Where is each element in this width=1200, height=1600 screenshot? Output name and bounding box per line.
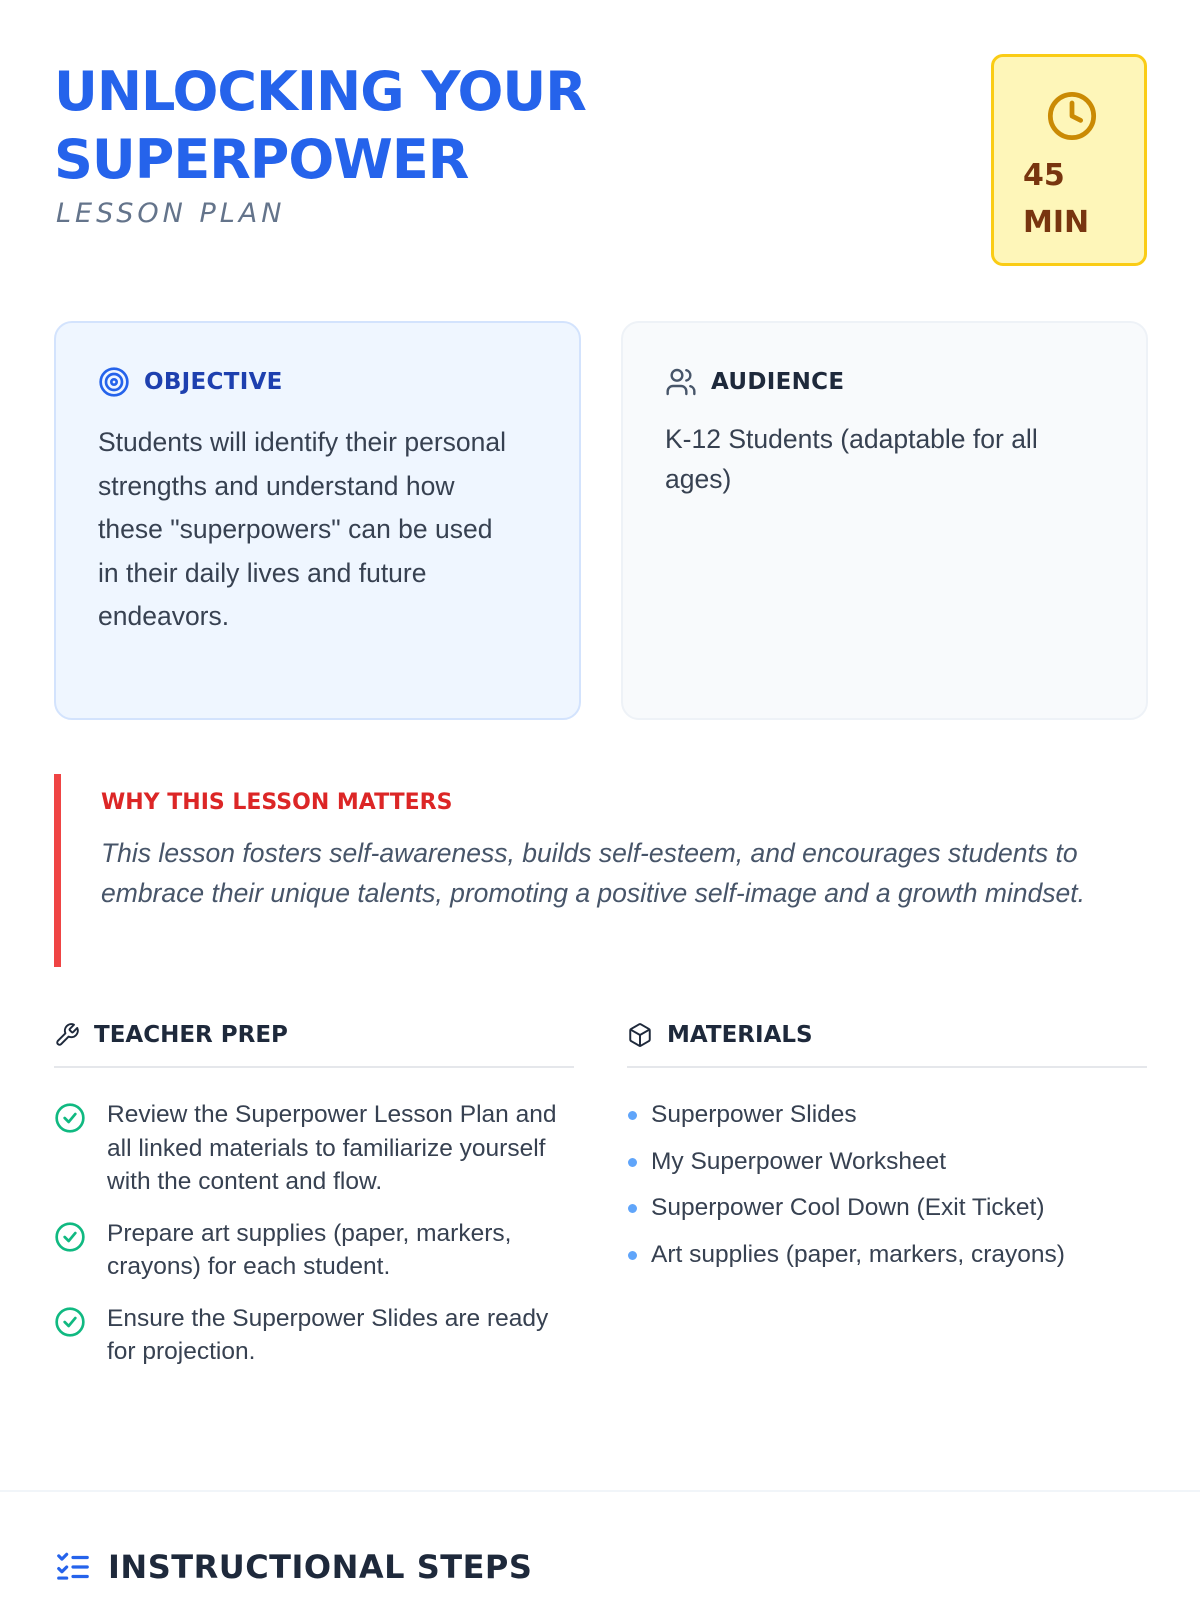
page-divider bbox=[0, 1490, 1200, 1492]
users-icon bbox=[665, 366, 697, 398]
material-item-text: Art supplies (paper, markers, crayons) bbox=[651, 1240, 1065, 1268]
bullet-icon bbox=[628, 1111, 637, 1120]
why-label: WHY THIS LESSON MATTERS bbox=[101, 790, 453, 815]
wrench-icon bbox=[54, 1022, 80, 1048]
audience-text: K-12 Students (adaptable for all ages) bbox=[665, 424, 1038, 494]
duration-text: 45 MIN bbox=[1023, 158, 1090, 240]
material-item-text: Superpower Cool Down (Exit Ticket) bbox=[651, 1194, 1045, 1221]
why-text: This lesson fosters self-awareness, builds self-esteem, and encourages students to embrace their unique talents, promoting a positive self-image and a growth mindset. bbox=[101, 838, 1085, 908]
clock-icon bbox=[1046, 90, 1098, 142]
objective-label: OBJECTIVE bbox=[144, 369, 283, 395]
duration-badge bbox=[991, 54, 1147, 266]
teacher-prep-section bbox=[54, 1016, 574, 1387]
material-item bbox=[627, 1098, 1147, 1132]
instructional-steps-label: INSTRUCTIONAL STEPS bbox=[108, 1548, 533, 1586]
bullet-icon bbox=[628, 1251, 637, 1260]
materials-label: MATERIALS bbox=[667, 1022, 813, 1048]
material-item bbox=[627, 1191, 1147, 1225]
materials-section bbox=[627, 1016, 1147, 1284]
material-item bbox=[627, 1145, 1147, 1179]
why-callout bbox=[54, 774, 1148, 967]
check-circle-icon bbox=[54, 1306, 86, 1338]
prep-item bbox=[54, 1217, 564, 1284]
check-circle-icon bbox=[54, 1221, 86, 1253]
page-subtitle: LESSON PLAN bbox=[56, 198, 286, 229]
objective-text: Students will identify their personal strengths and understand how these "superpowers" can be used in their daily lives and future endeavors. bbox=[98, 427, 507, 631]
prep-item-text: Ensure the Superpower Slides are ready for projection. bbox=[107, 1304, 549, 1365]
prep-item bbox=[54, 1098, 564, 1199]
list-checks-icon bbox=[54, 1548, 92, 1586]
audience-label: AUDIENCE bbox=[711, 369, 845, 395]
material-item bbox=[627, 1238, 1147, 1272]
objective-card bbox=[54, 321, 581, 720]
target-icon bbox=[98, 366, 130, 398]
bullet-icon bbox=[628, 1158, 637, 1167]
audience-card bbox=[621, 321, 1148, 720]
package-icon bbox=[627, 1022, 653, 1048]
prep-item-text: Review the Superpower Lesson Plan and all linked materials to familiarize yourself with the content and flow. bbox=[107, 1101, 557, 1195]
page-title: UNLOCKING YOUR SUPERPOWER bbox=[54, 60, 586, 191]
material-item-text: Superpower Slides bbox=[651, 1101, 857, 1128]
section-divider bbox=[627, 1066, 1147, 1068]
prep-item bbox=[54, 1302, 564, 1369]
material-item-text: My Superpower Worksheet bbox=[651, 1147, 947, 1175]
prep-item-text: Prepare art supplies (paper, markers, crayons) for each student. bbox=[107, 1219, 512, 1280]
teacher-prep-label: TEACHER PREP bbox=[94, 1022, 288, 1048]
section-divider bbox=[54, 1066, 574, 1068]
check-circle-icon bbox=[54, 1102, 86, 1134]
instructional-steps-heading bbox=[54, 1548, 532, 1586]
bullet-icon bbox=[628, 1204, 637, 1213]
